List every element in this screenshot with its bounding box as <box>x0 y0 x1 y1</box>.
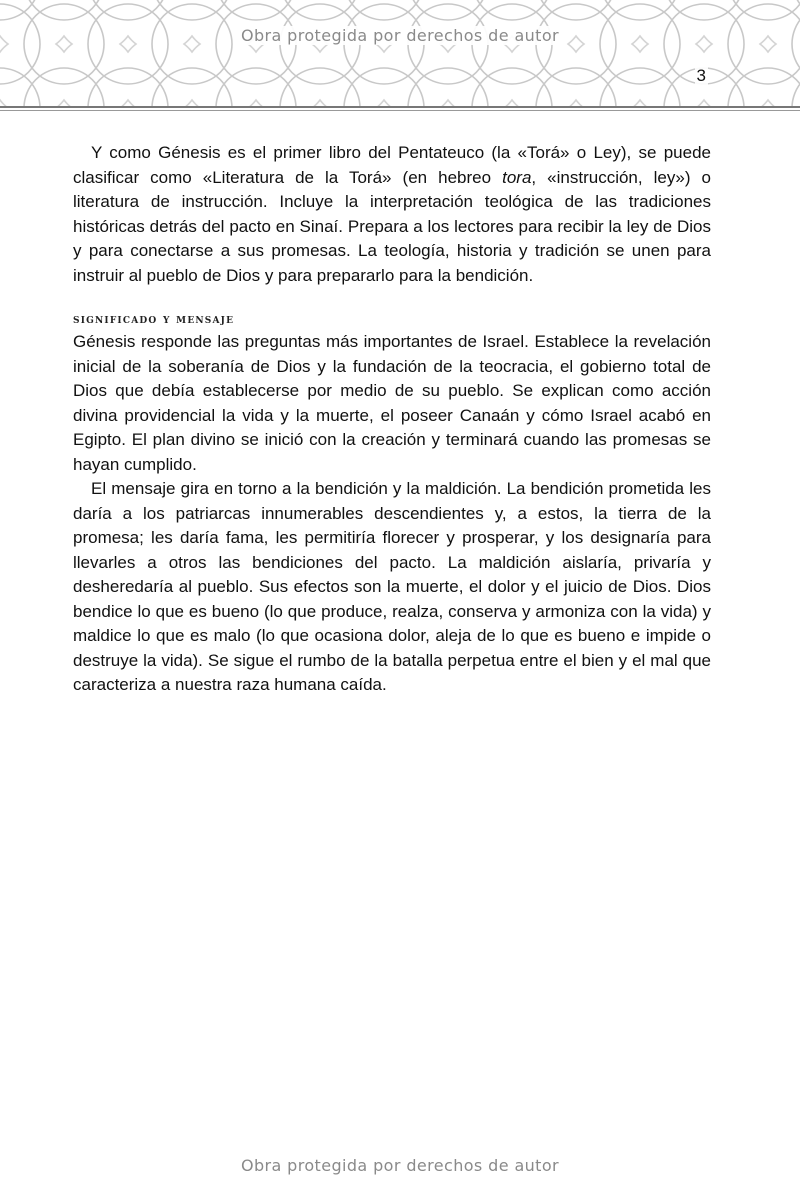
header-band <box>0 0 800 106</box>
paragraph-torah-literature <box>73 141 711 288</box>
page-body <box>73 141 711 698</box>
paragraph-significance: Génesis responde las preguntas más importantes de Israel. Establece la revelación inicial de la soberanía de Dios y la fundación de la teocracia, el gobierno total de Dios que debía establecerse por medio de su pueblo. Se explican como acción divina providencial la vida y la muerte, el poseer Canaán y cómo Israel acabó en Egipto. El plan divino se inició con la creación y terminará cuando las promesas se hayan cumplido. <box>73 332 711 474</box>
top-watermark <box>0 26 800 45</box>
paragraph1-text-start: Y como Génesis es el primer libro del Pentateuco (la «Torá» o Ley), se puede clasificar como «Literatura de la Torá» (en hebreo <box>73 143 711 187</box>
bottom-watermark: Obra protegida por derechos de autor <box>240 1156 560 1175</box>
top-watermark-text: Obra protegida por derechos de autor <box>235 26 565 45</box>
paragraph-message: El mensaje gira en torno a la bendición y la maldición. La bendición prometida les daría a los patriarcas innumerables descendientes y, a estos, la tierra de la promesa; les daría fama, les permitiría florecer y prosperar, y los designaría para llevarles a otros las bendiciones del pacto. La maldición aislaría, privaría y desheredaría al pueblo. Sus efectos son la muerte, el dolor y el juicio de Dios. Dios bendice lo que es bueno (lo que produce, realza, conserva y armoniza con la vida) y maldice lo que es malo (lo que ocasiona dolor, aleja de lo que es bueno e impide o destruye la vida). Se sigue el rumbo de la batalla perpetua entre el bien y el mal que caracteriza a nuestra raza humana caída. <box>73 479 711 694</box>
section-heading: significado y mensaje <box>73 311 235 326</box>
interlaced-circles-pattern-icon <box>0 0 800 106</box>
header-rule-thin <box>0 110 800 111</box>
paragraph1-italic-term: tora <box>502 167 532 187</box>
header-rule <box>0 106 800 108</box>
page-number: 3 <box>696 66 706 85</box>
paragraph1-text-end: , «instrucción, ley») o literatura de instrucción. Incluye la interpretación teológica de las tradiciones históricas detrás del pacto en Sinaí. Prepara a los lectores para recibir la ley de Dios y para conectarse a sus promesas. La teología, historia y tradición se unen para instruir al pueblo de Dios y para prepararlo para la bendición. <box>73 167 711 285</box>
